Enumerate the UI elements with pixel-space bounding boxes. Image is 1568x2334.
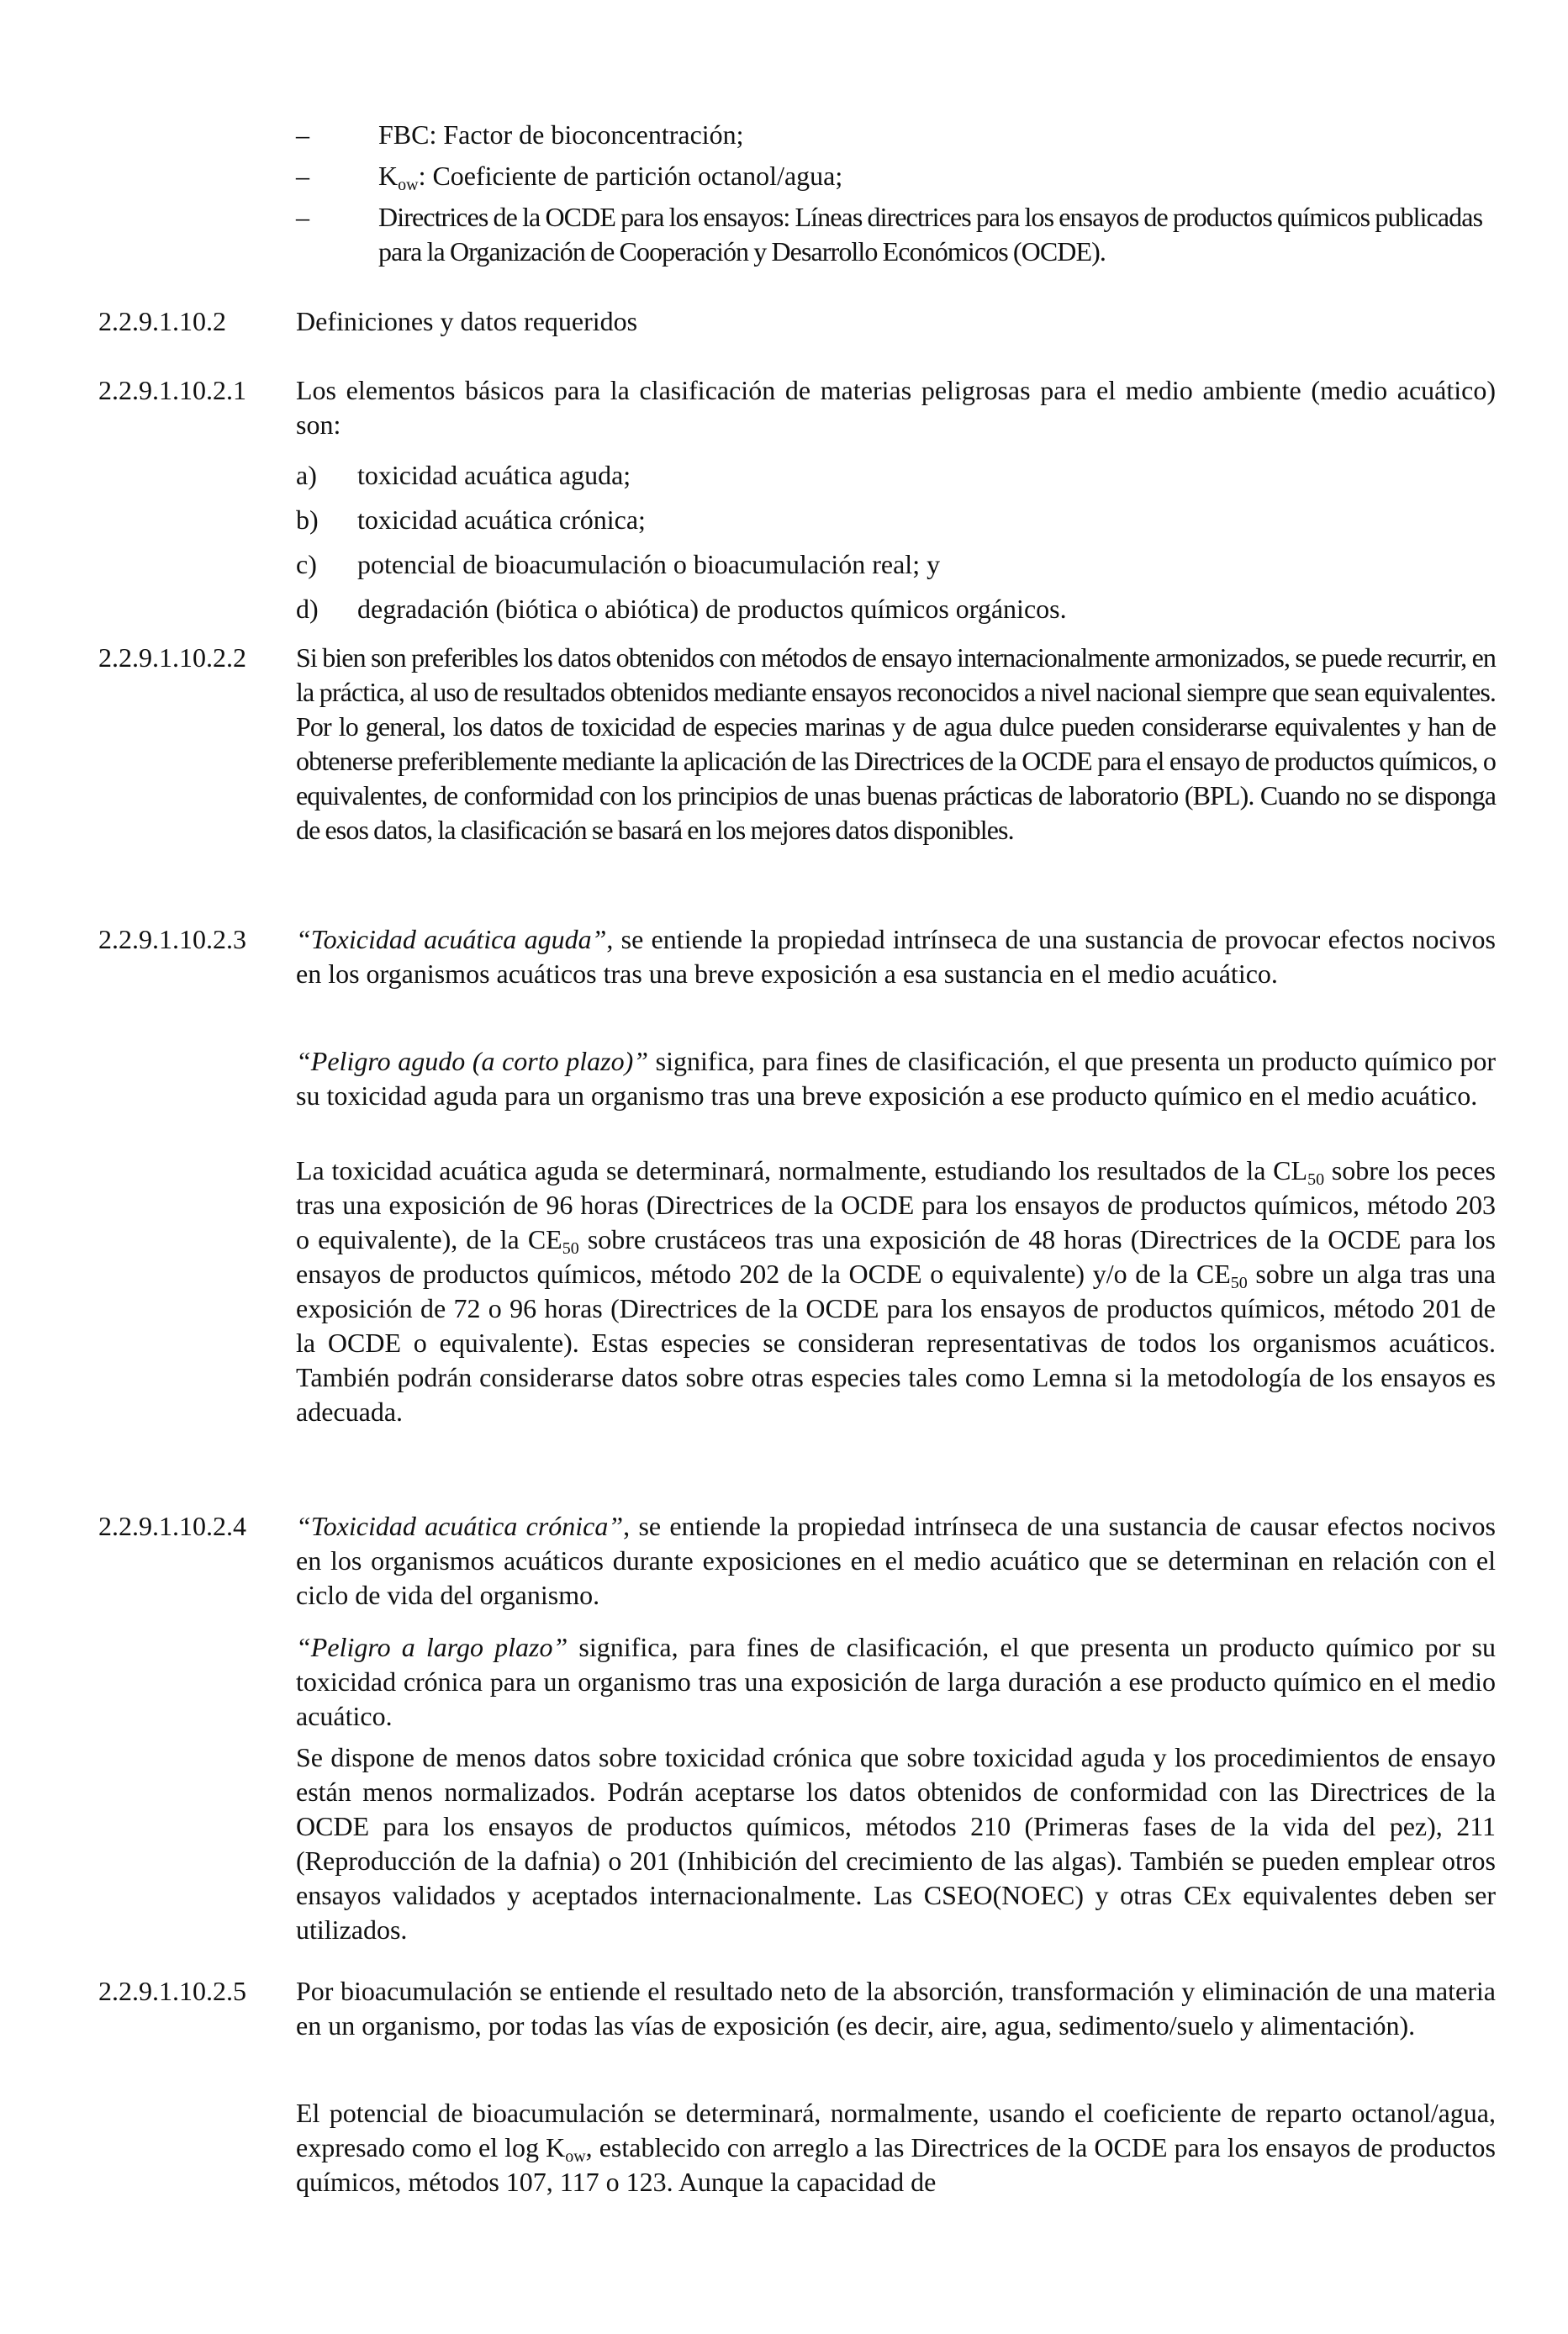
section-paragraph: Si bien son preferibles los datos obtenidos con métodos de ensayo internacionalmente armonizados, se puede recurrir, en la práctica, al uso de resultados obtenidos mediante ensayos reconocidos a nivel nacional siempre que sean equivalentes. Por lo general, los datos de toxicidad de especies marinas y de agua dulce pueden considerarse equivalentes y han de obtenerse preferiblemente mediante la aplicación de las Directrices de la OCDE para el ensayo de productos químicos, o equivalentes, de conformidad con los principios de unas buenas prácticas de laboratorio (BPL). Cuando no se disponga de esos datos, la clasificación se basará en los mejores datos disponibles. xyxy=(296,642,1496,845)
section-number: 2.2.9.1.10.2.4 xyxy=(98,1511,246,1541)
section-title: Definiciones y datos requeridos xyxy=(296,306,638,336)
list-dash: – xyxy=(296,119,309,150)
list-item: potencial de bioacumulación o bioacumulación real; y xyxy=(357,549,941,579)
section-paragraph: “Toxicidad acuática aguda”, se entiende la propiedad intrínseca de una sustancia de provocar efectos nocivos en los organismos acuáticos tras una breve exposición a esa sustancia en el medio acuático. xyxy=(296,924,1497,989)
list-dash: – xyxy=(296,161,309,191)
list-item-letter: a) xyxy=(296,460,317,490)
section-paragraph: La toxicidad acuática aguda se determinará, normalmente, estudiando los resultados de la $CL_{50}$ sobre los peces tras una exposición de 96 horas (Directrices de la OCDE para los ensayos de productos químicos, método 203 o equivalente), de la $CE_{50}$ sobre crustáceos tras una exposición de 48 horas (Directrices de la OCDE para los ensayos de productos químicos, método 202 de la OCDE o equivalente) y/o de la $CE_{50}$ sobre un alga tras una exposición de 72 o 96 horas (Directrices de la OCDE para los ensayos de productos químicos, método 201 de la OCDE o equivalente). Estas especies se consideran representativas de todos los organismos acuáticos. También podrán considerarse datos sobre otras especies tales como Lemna si la metodología de los ensayos es adecuada. xyxy=(296,1155,1497,1427)
abbreviation-ocde: Directrices de la OCDE para los ensayos: Líneas directrices para los ensayos de productos químicos publicadas para la Organización de Cooperación y Desarrollo Económicos (OCDE). xyxy=(378,202,1483,267)
abbreviation-kow: $K_{ow}$: Coeficiente de partición octanol/agua; xyxy=(378,161,843,194)
section-paragraph: Se dispone de menos datos sobre toxicidad crónica que sobre toxicidad aguda y los procedimientos de ensayo están menos normalizados. Podrán aceptarse los datos obtenidos de conformidad con las Directrices de la OCDE para los ensayos de productos químicos, métodos 210 (Primeras fases de la vida del pez), 211 (Reproducción de la dafnia) o 201 (Inhibición del crecimiento de las algas). También se pueden emplear otros ensayos validados y aceptados internacionalmente. Las CSEO(NOEC) y otras CEx equivalentes deben ser utilizados. xyxy=(296,1742,1496,1945)
section-paragraph: Los elementos básicos para la clasificación de materias peligrosas para el medio ambiente (medio acuático) son: xyxy=(296,375,1496,440)
section-paragraph: “Peligro a largo plazo” significa, para fines de clasificación, el que presenta un producto químico por su toxicidad crónica para un organismo tras una exposición de larga duración a ese producto químico en el medio acuático. xyxy=(296,1632,1497,1731)
list-item-letter: d) xyxy=(296,594,319,624)
list-item: degradación (biótica o abiótica) de productos químicos orgánicos. xyxy=(357,594,1067,624)
section-number: 2.2.9.1.10.2.2 xyxy=(98,642,246,673)
list-item: toxicidad acuática crónica; xyxy=(357,504,646,535)
list-item-letter: b) xyxy=(296,504,319,535)
section-paragraph: “Peligro agudo (a corto plazo)” significa, para fines de clasificación, el que presenta un producto químico por su toxicidad aguda para un organismo tras una breve exposición a ese producto químico en el medio acuático. xyxy=(296,1046,1496,1111)
section-number: 2.2.9.1.10.2.1 xyxy=(98,375,246,405)
abbreviation-fbc: FBC: Factor de bioconcentración; xyxy=(378,119,744,150)
section-number: 2.2.9.1.10.2.5 xyxy=(98,1976,246,2006)
section-paragraph: El potencial de bioacumulación se determinará, normalmente, usando el coeficiente de reparto octanol/agua, expresado como el $\log K_{ow}$, establecido con arreglo a las Directrices de la OCDE para los ensayos de productos químicos, métodos 107, 117 o 123. Aunque la capacidad de xyxy=(296,2098,1497,2197)
list-item: toxicidad acuática aguda; xyxy=(357,460,631,490)
list-item-letter: c) xyxy=(296,549,317,579)
list-dash: – xyxy=(296,202,309,232)
section-paragraph: “Toxicidad acuática crónica”, se entiende la propiedad intrínseca de una sustancia de causar efectos nocivos en los organismos acuáticos durante exposiciones en el medio acuático que se determinan en relación con el ciclo de vida del organismo. xyxy=(296,1511,1496,1610)
section-paragraph: Por bioacumulación se entiende el resultado neto de la absorción, transformación y eliminación de una materia en un organismo, por todas las vías de exposición (es decir, aire, agua, sedimento/suelo y alimentación). xyxy=(296,1976,1496,2041)
section-number: 2.2.9.1.10.2 xyxy=(98,306,226,336)
section-number: 2.2.9.1.10.2.3 xyxy=(98,924,246,954)
